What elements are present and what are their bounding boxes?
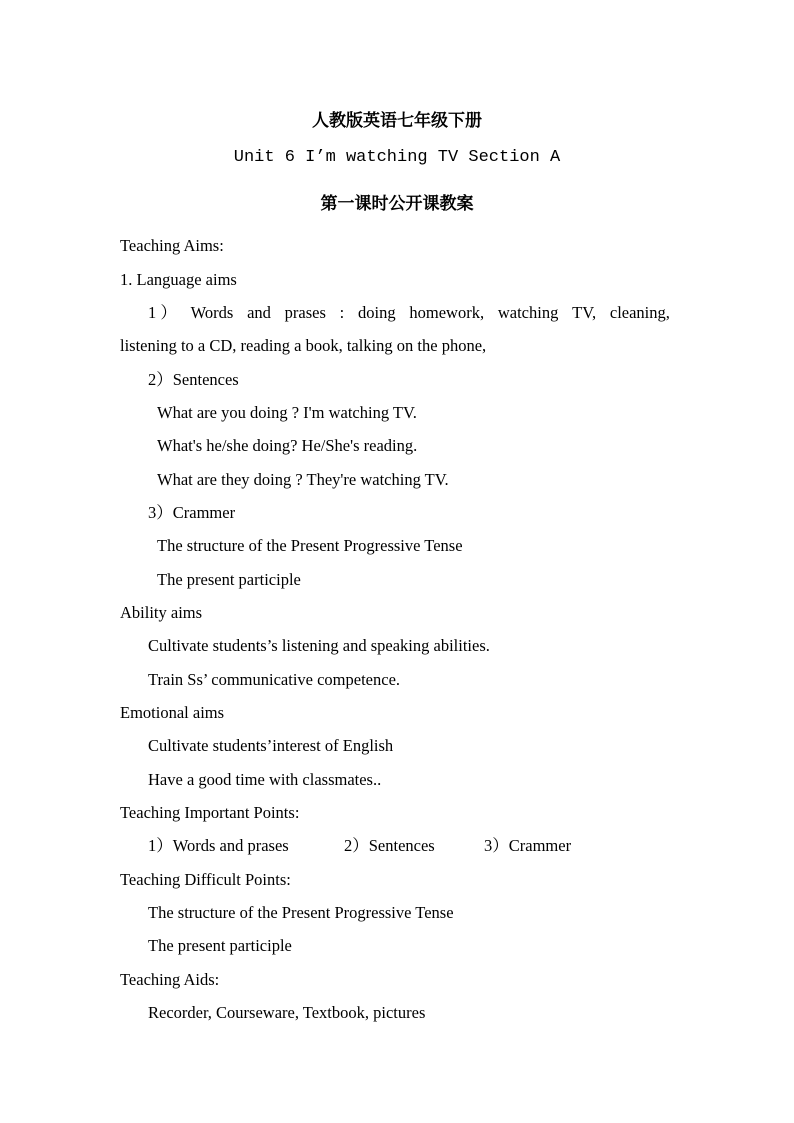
teaching-aims-heading: Teaching Aims:	[120, 236, 224, 255]
sentence-item: What's he/she doing? He/She's reading.	[157, 436, 418, 455]
words-part: :	[339, 303, 345, 322]
words-part: and	[247, 303, 271, 322]
sentence-item: What are they doing ? They're watching TV.	[157, 470, 449, 489]
words-part: 1 ）	[148, 303, 177, 322]
unit-title: Unit 6 I’m watching TV Section A	[233, 148, 561, 167]
important-point-item: 3）Crammer	[484, 836, 572, 855]
words-part: Words	[190, 303, 234, 322]
language-aims-heading: 1. Language aims	[120, 270, 237, 289]
grammar-item: The present participle	[157, 570, 301, 589]
words-line	[148, 303, 670, 323]
emotional-item: Have a good time with classmates..	[148, 770, 382, 789]
words-part: watching	[497, 303, 559, 322]
ability-aims-heading: Ability aims	[120, 603, 203, 622]
important-points-list	[148, 836, 571, 856]
grammar-heading: 3）Crammer	[148, 503, 236, 522]
grammar-item: The structure of the Present Progressive Tense	[157, 536, 463, 555]
words-part: doing	[358, 303, 396, 322]
words-part: prases	[284, 303, 326, 322]
difficult-points-heading: Teaching Difficult Points:	[120, 870, 291, 889]
document-title: 人教版英语七年级下册	[312, 111, 482, 131]
ability-item: Cultivate students’s listening and speaking abilities.	[148, 636, 490, 655]
emotional-item: Cultivate students’interest of English	[148, 736, 394, 755]
ability-item: Train Ss’ communicative competence.	[148, 670, 401, 689]
important-points-heading: Teaching Important Points:	[120, 803, 300, 822]
teaching-aids-list: Recorder, Courseware, Textbook, pictures	[148, 1003, 426, 1022]
teaching-aids-heading: Teaching Aids:	[120, 970, 220, 989]
words-part: homework,	[409, 303, 485, 322]
emotional-aims-heading: Emotional aims	[120, 703, 225, 722]
difficult-point-item: The structure of the Present Progressive Tense	[148, 903, 454, 922]
words-part: TV,	[572, 303, 597, 322]
important-point-item: 1）Words and prases	[148, 836, 289, 855]
words-part: cleaning,	[609, 303, 670, 322]
important-point-item: 2）Sentences	[344, 836, 435, 855]
sentence-item: What are you doing ? I'm watching TV.	[157, 403, 417, 422]
lesson-title: 第一课时公开课教案	[320, 194, 474, 214]
difficult-point-item: The present participle	[148, 936, 292, 955]
sentences-heading: 2）Sentences	[148, 370, 239, 389]
words-line-continued: listening to a CD, reading a book, talking on the phone,	[120, 336, 487, 355]
